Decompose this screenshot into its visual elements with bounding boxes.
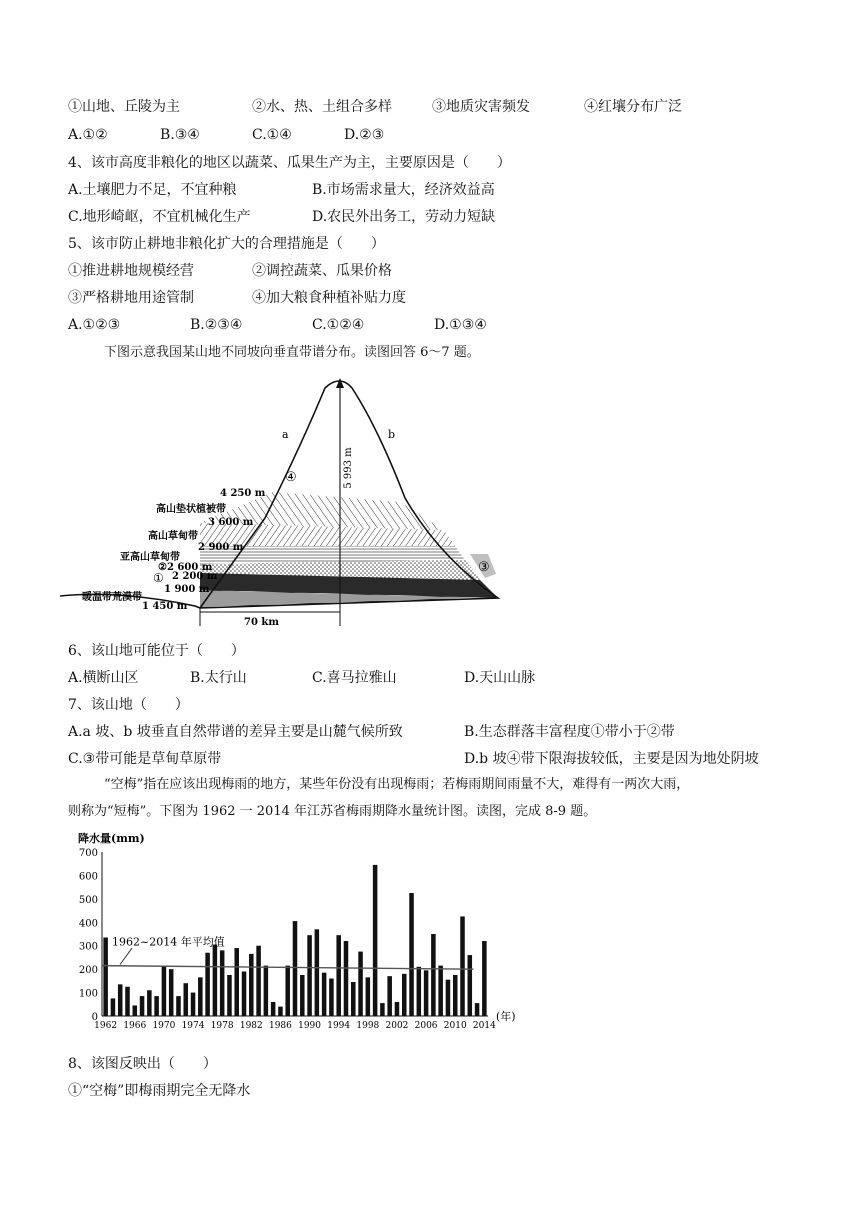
bar-1993	[329, 979, 334, 1016]
x-tick-label: 1998	[356, 1021, 380, 1031]
zone-4-label: ④	[285, 470, 297, 485]
bar-1970	[162, 966, 167, 1016]
label-alpine-meadow: 高山草甸带	[148, 531, 198, 542]
q7-stem: 7、该山地（ ）	[68, 697, 189, 713]
base-width-label: 70 km	[244, 617, 279, 628]
q7-option-d: D.b 坡④带下限海拔较低，主要是因为地处阴坡	[464, 751, 759, 767]
q5-option-a: A.①②③	[68, 317, 121, 333]
bar-2003	[402, 974, 407, 1016]
q3-option-d: D.②③	[344, 127, 385, 143]
bar-2008	[438, 966, 443, 1016]
q5-option-b: B.②③④	[190, 317, 243, 333]
alt-3600: 3 600 m	[208, 517, 254, 528]
bar-2012	[468, 955, 473, 1016]
intro-8-9-line1: “空梅”指在应该出现梅雨的地方，某些年份没有出现梅雨；若梅雨期间雨量不大，难得有一两次大雨，	[104, 777, 690, 792]
bar-1974	[191, 993, 196, 1016]
bar-2002	[395, 1002, 400, 1016]
q3-option-a: A.①②	[68, 127, 108, 143]
x-tick-label: 1962	[94, 1021, 118, 1031]
bar-1969	[154, 996, 159, 1016]
bar-2006	[424, 970, 429, 1016]
y-tick-label: 300	[78, 941, 98, 953]
q4-option-b: B.市场需求量大，经济效益高	[312, 182, 495, 198]
alt-2900: 2 900 m	[198, 542, 244, 553]
peak-height-label: 5 993 m	[343, 447, 354, 489]
bar-1976	[205, 953, 210, 1016]
y-tick-label: 0	[91, 1012, 98, 1023]
q6-option-a: A.横断山区	[68, 670, 139, 686]
q3-statement-1: ①山地、丘陵为主	[68, 99, 180, 115]
bar-1997	[358, 952, 363, 1016]
bar-1991	[315, 929, 320, 1016]
y-tick-label: 500	[78, 894, 98, 906]
bar-1985	[271, 1002, 276, 1016]
alt-4250: 4 250 m	[220, 488, 266, 499]
intro-8-9-line2: 则称为“短梅”。下图为 1962 一 2014 年江苏省梅雨期降水量统计图。读图，完成 8-9 题。	[68, 804, 597, 819]
bar-1971	[169, 969, 174, 1016]
q7-option-c: C.③带可能是草甸草原带	[68, 751, 222, 767]
q5-statement-3: ③严格耕地用途管制	[68, 290, 194, 306]
q6-option-c: C.喜马拉雅山	[312, 670, 397, 686]
bar-1982	[249, 954, 254, 1016]
bar-1962	[103, 938, 108, 1016]
zone-3-label: ③	[478, 560, 490, 575]
q8-stem: 8、该图反映出（ ）	[68, 1056, 217, 1072]
q5-statement-1: ①推进耕地规模经营	[68, 263, 194, 279]
x-tick-label: 2014	[472, 1021, 496, 1031]
bar-1967	[140, 996, 145, 1016]
rainfall-bar-chart	[68, 828, 538, 1033]
bar-1966	[133, 1005, 138, 1016]
bar-1988	[293, 921, 298, 1016]
x-tick-label: 1978	[210, 1021, 234, 1031]
bar-2004	[409, 893, 414, 1016]
bar-2009	[446, 980, 451, 1016]
bar-1972	[176, 996, 181, 1016]
bar-1978	[220, 950, 225, 1016]
bar-1964	[118, 984, 123, 1016]
bar-1981	[242, 971, 247, 1016]
bar-1994	[336, 935, 341, 1016]
y-tick-label: 400	[78, 918, 98, 930]
q4-option-d: D.农民外出务工，劳动力短缺	[312, 209, 496, 225]
q8-statement-1: ①“空梅”即梅雨期完全无降水	[68, 1083, 251, 1099]
q4-option-c: C.地形崎岖，不宜机械化生产	[68, 209, 251, 225]
q4-stem: 4、该市高度非粮化的地区以蔬菜、瓜果生产为主，主要原因是（ ）	[68, 155, 511, 171]
bar-1968	[147, 990, 152, 1016]
bar-1973	[184, 983, 189, 1016]
x-tick-label: 1986	[268, 1021, 292, 1031]
bar-1980	[234, 948, 239, 1016]
q3-statement-3: ③地质灾害频发	[432, 99, 530, 115]
bar-1996	[351, 982, 356, 1016]
q3-statement-4: ④红壤分布广泛	[584, 99, 682, 115]
bar-2014	[482, 941, 487, 1016]
alt-1900: 1 900 m	[164, 584, 210, 595]
bar-1999	[373, 865, 378, 1016]
bar-1984	[264, 966, 269, 1016]
x-tick-label: 1970	[152, 1021, 176, 1031]
x-tick-label: 1982	[239, 1021, 263, 1031]
q3-option-b: B.③④	[160, 127, 200, 143]
y-axis-label: 降水量(mm)	[78, 832, 145, 845]
bar-1987	[285, 966, 290, 1016]
label-alpine-cushion: 高山垫状植被带	[156, 504, 226, 515]
x-tick-label: 2010	[443, 1021, 467, 1031]
y-tick-label: 200	[78, 965, 98, 977]
zone-1-label: ①	[153, 571, 164, 585]
q5-stem: 5、该市防止耕地非粮化扩大的合理措施是（ ）	[68, 236, 385, 252]
bar-1998	[366, 977, 371, 1016]
bar-1983	[256, 946, 261, 1016]
bar-2005	[417, 967, 422, 1016]
label-warm-desert: 暖温带荒漠带	[82, 592, 142, 603]
bar-2011	[460, 916, 465, 1016]
bar-2001	[387, 976, 392, 1016]
x-tick-label: 1994	[327, 1021, 351, 1031]
alt-2200: 2 200 m	[172, 571, 218, 582]
alt-2600: ②2 600 m	[158, 562, 213, 573]
x-unit-label: (年)	[496, 1010, 516, 1023]
alt-1450: 1 450 m	[142, 601, 188, 612]
q5-statement-4: ④加大粮食种植补贴力度	[252, 290, 406, 306]
q5-statement-2: ②调控蔬菜、瓜果价格	[252, 263, 392, 279]
intro-6-7: 下图示意我国某山地不同坡向垂直带谱分布。读图回答 6～7 题。	[104, 345, 480, 360]
y-tick-label: 600	[78, 871, 98, 883]
bar-1979	[227, 975, 232, 1016]
average-pointer	[120, 948, 132, 965]
bar-2007	[431, 934, 436, 1016]
bar-1977	[213, 945, 218, 1016]
x-tick-label: 1966	[123, 1021, 147, 1031]
bar-2000	[380, 1003, 385, 1016]
average-label: 1962~2014 年平均值	[112, 935, 225, 949]
y-tick-label: 100	[78, 988, 98, 1000]
bar-1989	[300, 975, 305, 1016]
x-tick-label: 1974	[181, 1021, 205, 1031]
q3-statement-2: ②水、热、土组合多样	[252, 99, 392, 115]
bar-1986	[278, 1007, 283, 1016]
bar-1965	[125, 987, 130, 1016]
y-tick-label: 700	[78, 848, 98, 859]
x-tick-label: 2006	[414, 1021, 438, 1031]
bar-2013	[475, 1003, 480, 1016]
q5-option-c: C.①②④	[312, 317, 365, 333]
q6-stem: 6、该山地可能位于（ ）	[68, 643, 245, 659]
x-tick-label: 2002	[385, 1021, 409, 1031]
bar-1975	[198, 977, 203, 1016]
bar-2010	[453, 975, 458, 1016]
bar-1990	[307, 935, 312, 1016]
q3-option-c: C.①④	[252, 127, 292, 143]
bar-1963	[111, 998, 116, 1016]
label-subalpine-meadow: 亚高山草甸带	[120, 552, 180, 563]
mountain-vegetation-diagram	[60, 368, 510, 630]
q7-option-b: B.生态群落丰富程度①带小于②带	[464, 724, 675, 740]
x-tick-label: 1990	[298, 1021, 322, 1031]
q6-option-d: D.天山山脉	[464, 670, 536, 686]
q7-option-a: A.a 坡、b 坡垂直自然带谱的差异主要是山麓气候所致	[68, 724, 403, 740]
q5-option-d: D.①③④	[434, 317, 487, 333]
q6-option-b: B.太行山	[190, 670, 247, 686]
bar-1995	[344, 941, 349, 1016]
slope-a-label: a	[282, 428, 289, 441]
slope-b-label: b	[388, 428, 396, 441]
q4-option-a: A.土壤肥力不足，不宜种粮	[68, 182, 237, 198]
bar-1992	[322, 973, 327, 1016]
